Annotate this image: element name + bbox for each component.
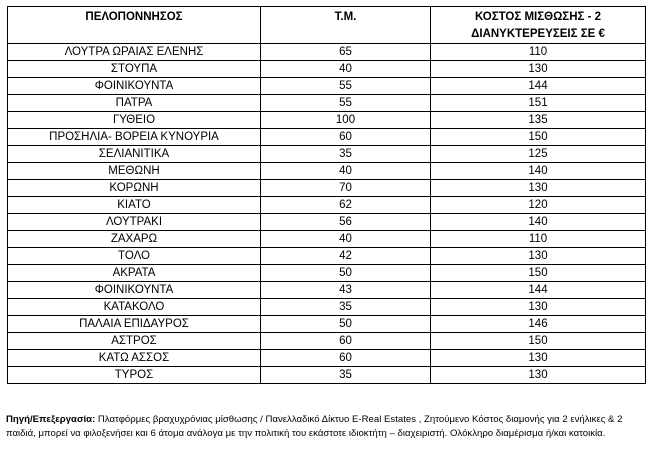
table-row (8, 61, 646, 78)
header-area: Τ.Μ. (261, 7, 431, 44)
cell-area: 62 (261, 197, 431, 214)
cell-place: ΜΕΘΩΝΗ (8, 163, 261, 180)
cell-cost: 130 (431, 367, 646, 384)
cell-cost: 140 (431, 163, 646, 180)
cell-area: 40 (261, 61, 431, 78)
cell-area: 42 (261, 248, 431, 265)
table-row (8, 350, 646, 367)
cell-cost: 130 (431, 180, 646, 197)
cell-area: 60 (261, 333, 431, 350)
cell-cost: 144 (431, 282, 646, 299)
rental-cost-table (7, 6, 646, 384)
cell-cost: 130 (431, 248, 646, 265)
cell-place: ΛΟΥΤΡΑ ΩΡΑΙΑΣ ΕΛΕΝΗΣ (8, 44, 261, 61)
cell-cost: 110 (431, 44, 646, 61)
cell-place: ΑΣΤΡΟΣ (8, 333, 261, 350)
cell-cost: 130 (431, 299, 646, 316)
cell-area: 43 (261, 282, 431, 299)
cell-area: 35 (261, 367, 431, 384)
cell-place: ΦΟΙΝΙΚΟΥΝΤΑ (8, 78, 261, 95)
source-label: Πηγή/Επεξεργασία: (6, 414, 96, 425)
cell-cost: 146 (431, 316, 646, 333)
table-row (8, 214, 646, 231)
table-row (8, 231, 646, 248)
cell-cost: 150 (431, 265, 646, 282)
cell-place: ΖΑΧΑΡΩ (8, 231, 261, 248)
cell-area: 65 (261, 44, 431, 61)
cell-place: ΠΑΤΡΑ (8, 95, 261, 112)
cell-area: 35 (261, 299, 431, 316)
cell-area: 50 (261, 265, 431, 282)
cell-place: ΣΤΟΥΠΑ (8, 61, 261, 78)
cell-place: ΤΥΡΟΣ (8, 367, 261, 384)
table-row (8, 180, 646, 197)
cell-cost: 140 (431, 214, 646, 231)
cell-place: ΚΑΤΑΚΟΛΟ (8, 299, 261, 316)
cell-place: ΣΕΛΙΑΝΙΤΙΚΑ (8, 146, 261, 163)
table-row (8, 163, 646, 180)
cell-place: ΚΟΡΩΝΗ (8, 180, 261, 197)
table-row (8, 129, 646, 146)
table-row (8, 282, 646, 299)
cell-cost: 110 (431, 231, 646, 248)
cell-area: 70 (261, 180, 431, 197)
cell-area: 60 (261, 350, 431, 367)
cell-cost: 120 (431, 197, 646, 214)
header-row (8, 7, 646, 44)
table-row (8, 78, 646, 95)
cell-cost: 130 (431, 61, 646, 78)
cell-cost: 144 (431, 78, 646, 95)
cell-cost: 125 (431, 146, 646, 163)
cell-area: 60 (261, 129, 431, 146)
table-body (8, 44, 646, 384)
cell-place: ΚΑΤΩ ΑΣΣΟΣ (8, 350, 261, 367)
cell-area: 40 (261, 163, 431, 180)
cell-place: ΦΟΙΝΙΚΟΥΝΤΑ (8, 282, 261, 299)
cell-cost: 135 (431, 112, 646, 129)
table-row (8, 248, 646, 265)
cell-area: 56 (261, 214, 431, 231)
cell-place: ΤΟΛΟ (8, 248, 261, 265)
table-row (8, 44, 646, 61)
cell-place: ΑΚΡΑΤΑ (8, 265, 261, 282)
table-row (8, 112, 646, 129)
cell-area: 100 (261, 112, 431, 129)
table-row (8, 146, 646, 163)
cell-area: 35 (261, 146, 431, 163)
table-row (8, 333, 646, 350)
table-row (8, 367, 646, 384)
cell-place: ΛΟΥΤΡΑΚΙ (8, 214, 261, 231)
cell-area: 55 (261, 78, 431, 95)
cell-cost: 130 (431, 350, 646, 367)
cell-place: ΚΙΑΤΟ (8, 197, 261, 214)
cell-cost: 150 (431, 129, 646, 146)
cell-area: 55 (261, 95, 431, 112)
cell-cost: 151 (431, 95, 646, 112)
table-row (8, 197, 646, 214)
table-row (8, 95, 646, 112)
source-note (6, 413, 646, 441)
header-cost: ΚΟΣΤΟΣ ΜΙΣΘΩΣΗΣ - 2 ΔΙΑΝΥΚΤΕΡΕΥΣΕΙΣ ΣΕ € (431, 7, 646, 44)
cell-area: 40 (261, 231, 431, 248)
header-region: ΠΕΛΟΠΟΝΝΗΣΟΣ (8, 7, 261, 44)
table-row (8, 299, 646, 316)
source-text: Πλατφόρμες βραχυχρόνιας μίσθωσης / Πανελλαδικό Δίκτυο E-Real Estates , Ζητούμενο Κόστος διαμονής για 2 ενήλικες & 2 παιδιά, μπορεί να φιλοξενήσει και 6 άτομα ανάλογα με την πολιτική του εκάστοτε ιδιοκτήτη – διαχειριστή. Ολόκληρο διαμέρισμα ή/και κατοικία. (6, 414, 623, 439)
table-row (8, 265, 646, 282)
cell-place: ΠΑΛΑΙΑ ΕΠΙΔΑΥΡΟΣ (8, 316, 261, 333)
cell-cost: 150 (431, 333, 646, 350)
data-table-container (7, 6, 646, 384)
cell-area: 50 (261, 316, 431, 333)
cell-place: ΠΡΟΣΗΛΙΑ- ΒΟΡΕΙΑ ΚΥΝΟΥΡΙΑ (8, 129, 261, 146)
cell-place: ΓΥΘΕΙΟ (8, 112, 261, 129)
table-row (8, 316, 646, 333)
